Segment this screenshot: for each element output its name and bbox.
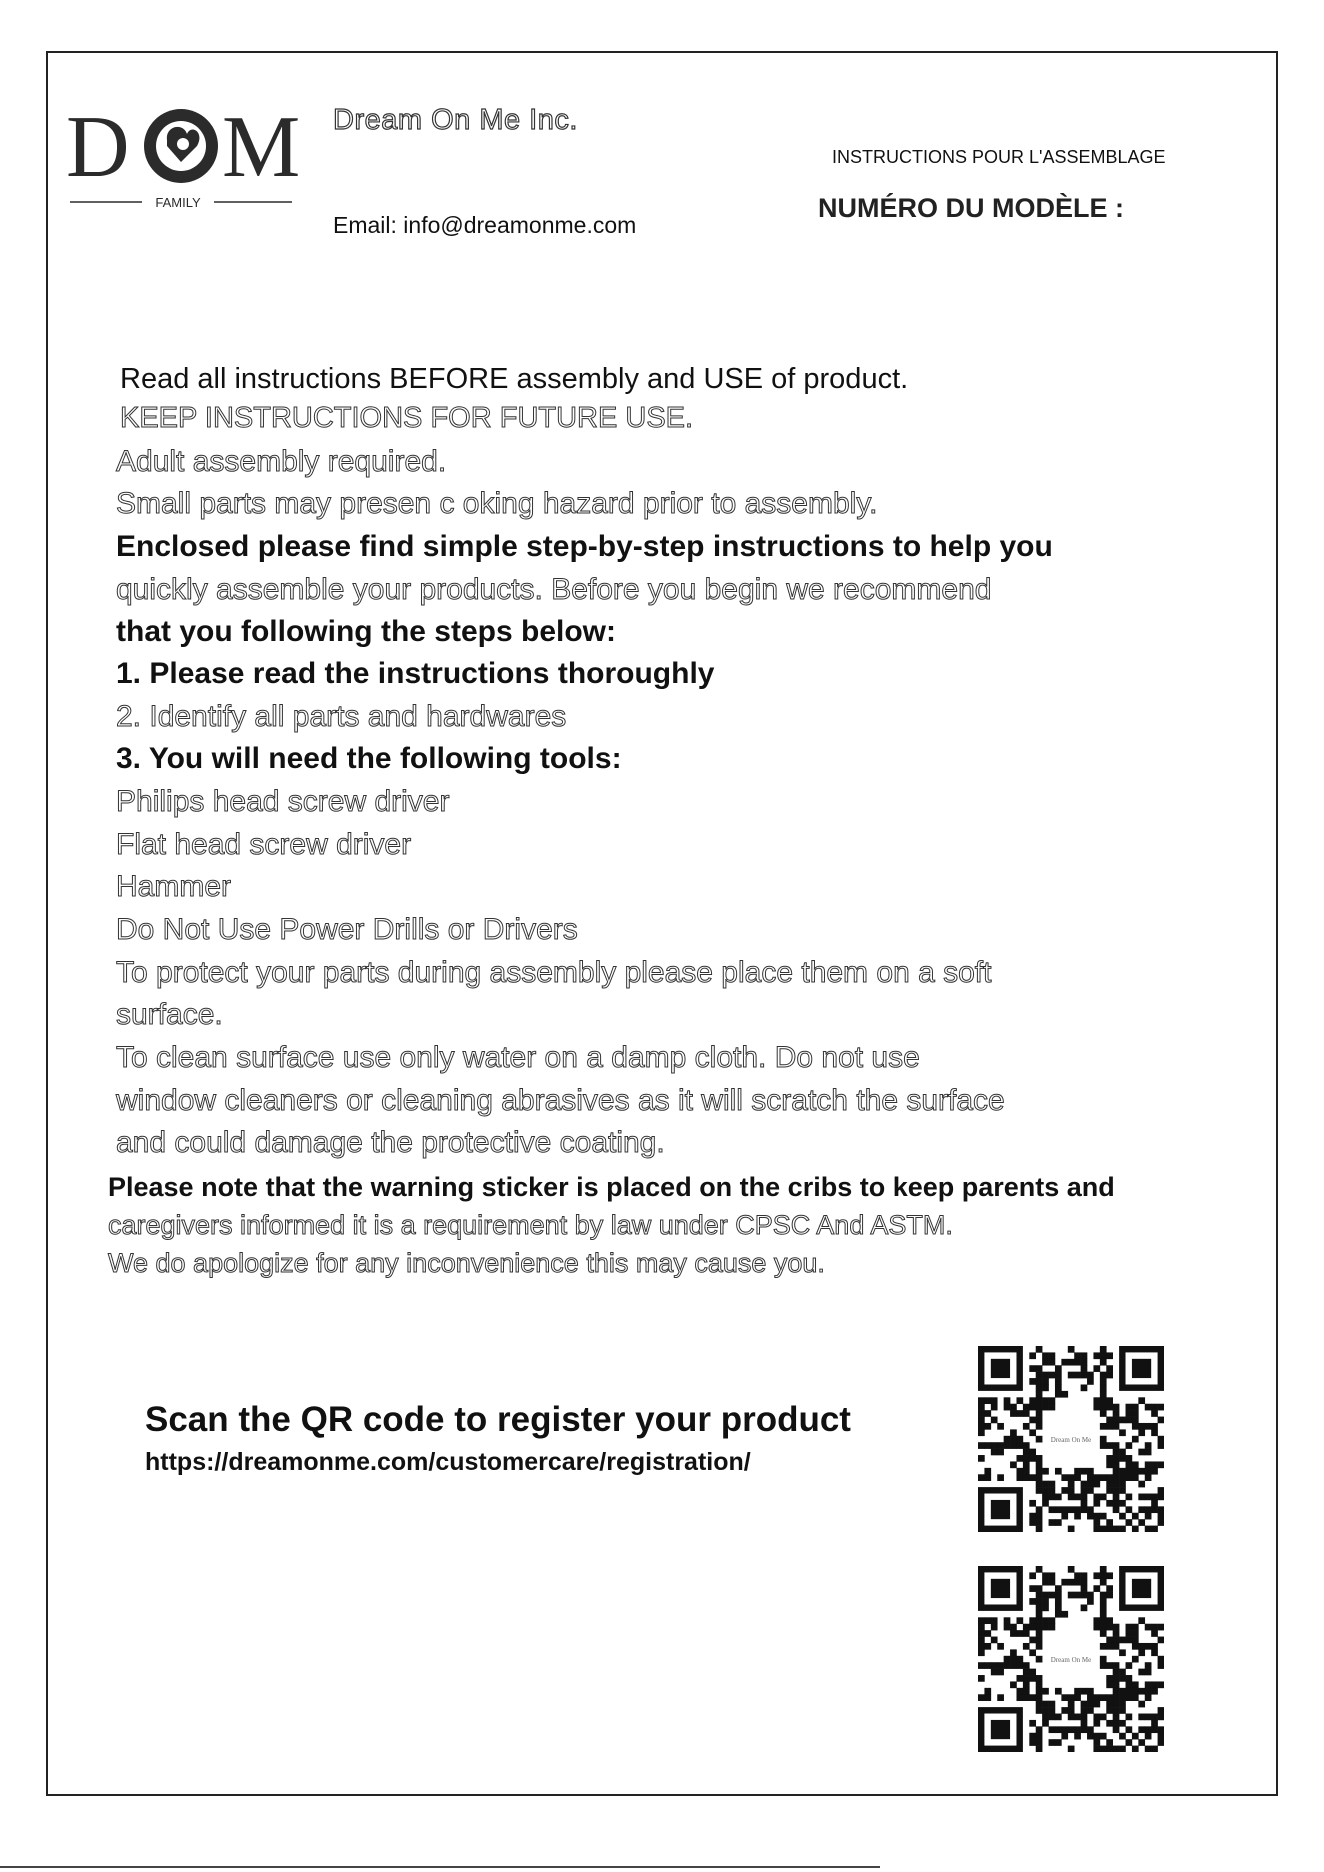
- step-1: 1. Please read the instructions thoroughly: [116, 657, 715, 690]
- note-line-3: We do apologize for any inconvenience this may cause you.: [108, 1248, 825, 1278]
- clean-line-2: window cleaners or cleaning abrasives as it will scratch the surface: [116, 1084, 1005, 1117]
- register-title: Scan the QR code to register your product: [145, 1400, 851, 1439]
- note-line-2: caregivers informed it is a requirement by law under CPSC And ASTM.: [108, 1210, 953, 1240]
- no-power-drills: Do Not Use Power Drills or Drivers: [116, 913, 578, 946]
- frame-bottom-border: [46, 1794, 1278, 1796]
- svg-text:D: D: [66, 99, 130, 196]
- adult-assembly-line: Adult assembly required.: [116, 445, 447, 478]
- qr-center-logo: [1047, 1415, 1095, 1463]
- footer-rule: [0, 1866, 880, 1868]
- instructions-title-fr: INSTRUCTIONS POUR L'ASSEMBLAGE: [832, 147, 1166, 167]
- tool-flat-head: Flat head screw driver: [116, 828, 412, 861]
- read-all-line: Read all instructions BEFORE assembly and USE of product.: [120, 363, 909, 395]
- company-name: Dream On Me Inc.: [333, 104, 578, 136]
- enclosed-line-3: that you following the steps below:: [116, 615, 616, 648]
- qr-center-logo-text: Dream On Me: [1050, 1436, 1092, 1444]
- registration-qr-code[interactable]: [978, 1346, 1164, 1532]
- step-2: 2. Identify all parts and hardwares: [116, 700, 567, 733]
- tool-hammer: Hammer: [116, 870, 232, 903]
- svg-text:M: M: [222, 99, 301, 196]
- protect-line-1: To protect your parts during assembly please place them on a soft: [116, 956, 992, 989]
- keep-instructions-line: KEEP INSTRUCTIONS FOR FUTURE USE.: [120, 402, 694, 434]
- clean-line-3: and could damage the protective coating.: [116, 1126, 665, 1159]
- registration-qr-code-2[interactable]: [978, 1566, 1164, 1752]
- logo-family-text: FAMILY: [155, 195, 201, 210]
- qr-center-logo-text: Dream On Me: [1050, 1656, 1092, 1664]
- frame-right-border: [1276, 51, 1278, 1796]
- dom-family-logo: [66, 96, 306, 216]
- model-number-label-fr: NUMÉRO DU MODÈLE :: [818, 193, 1124, 223]
- frame-left-border: [46, 51, 48, 1796]
- register-url[interactable]: https://dreamonme.com/customercare/registration/: [145, 1448, 751, 1476]
- frame-top-border: [46, 51, 1278, 53]
- small-parts-line: Small parts may presen c oking hazard prior to assembly.: [116, 487, 878, 520]
- qr-center-logo: [1047, 1635, 1095, 1683]
- company-email: Email: info@dreamonme.com: [333, 212, 637, 238]
- protect-line-2: surface.: [116, 998, 223, 1031]
- enclosed-line-2: quickly assemble your products. Before you begin we recommend: [116, 573, 992, 606]
- clean-line-1: To clean surface use only water on a damp cloth. Do not use: [116, 1041, 920, 1074]
- step-3: 3. You will need the following tools:: [116, 742, 622, 775]
- note-line-1: Please note that the warning sticker is placed on the cribs to keep parents and: [108, 1172, 1115, 1202]
- tool-philips: Philips head screw driver: [116, 785, 450, 818]
- enclosed-line-1: Enclosed please find simple step-by-step instructions to help you: [116, 530, 1053, 563]
